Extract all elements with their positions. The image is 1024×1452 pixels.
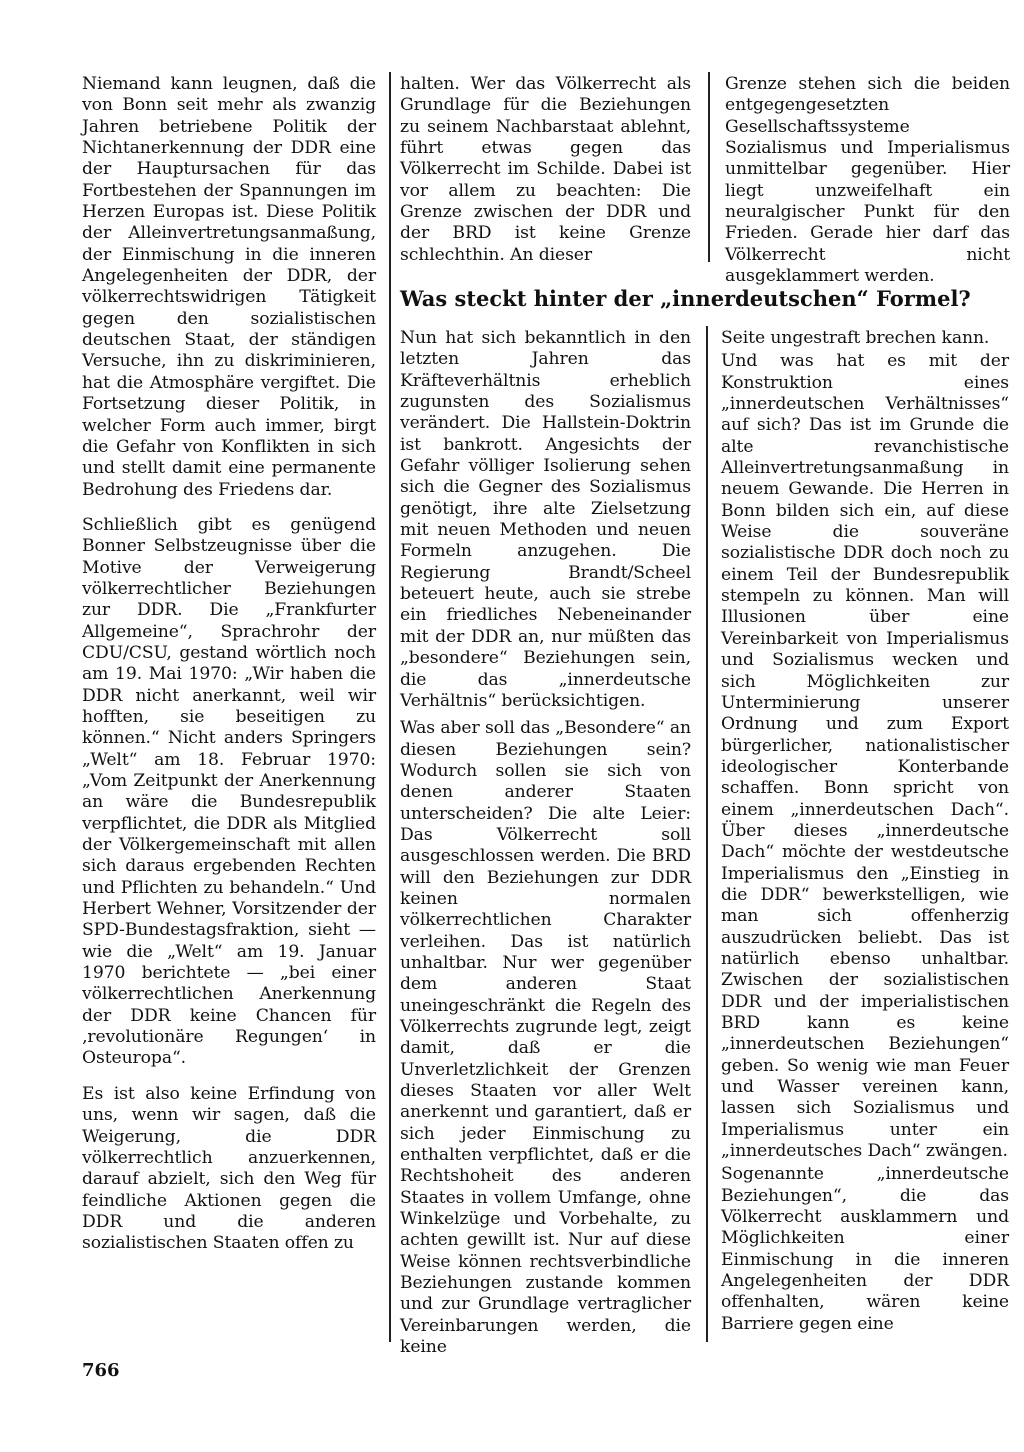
- section-heading: Was steckt hinter der „innerdeutschen“ Formel?: [400, 286, 971, 311]
- column-right-top: [725, 74, 1010, 287]
- column-right-bottom: [721, 328, 1009, 1335]
- column-divider: [708, 72, 710, 262]
- paragraph: Es ist also keine Erfindung von uns, wenn wir sagen, daß die Weigerung, die DDR völkerrechtlich anzuerkennen, darauf abzielt, sich den Weg für feindliche Aktionen gegen die DDR und die anderen sozialistischen Staaten offen zu: [82, 1083, 376, 1254]
- paragraph: Was aber soll das „Besondere“ an diesen Beziehungen sein? Wodurch sollen sie sich von denen anderer Staaten unterscheiden? Die alte Leier: Das Völkerrecht soll ausgeschlossen werden. Die BRD will den Beziehungen zur DDR keinen normalen völkerrechtlichen Charakter verleihen. Das ist natürlich unhaltbar. Nur wer gegenüber dem anderen Staat uneingeschränkt die Regeln des Völkerrechts zugrunde legt, zeigt damit, daß er die Unverletzlichkeit der Grenzen dieses Staaten vor aller Welt anerkennt und garantiert, daß er sich jeder Einmischung zu enthalten verpflichtet, daß er die Rechtshoheit des anderen Staates in vollem Umfange, ohne Winkelzüge und Vorbehalte, zu achten gewillt ist. Nur auf diese Weise können rechtsverbindliche Beziehungen zustande kommen und zur Grundlage vertraglicher Vereinbarungen werden, die keine: [400, 718, 691, 1358]
- paragraph: Und was hat es mit der Konstruktion eines „innerdeutschen Verhältnisses“ auf sich? Das ist im Grunde die alte revanchistische Alleinvertretungsanmaßung in neuem Gewande. Die Herren in Bonn bilden sich ein, auf diese Weise die souveräne sozialistische DDR doch noch zu einem Teil der Bundesrepublik stempeln zu können. Man will Illusionen über eine Vereinbarkeit von Imperialismus und Sozialismus wecken und sich Möglichkeiten zur Unterminierung unserer Ordnung und zum Export bürgerlicher, nationalistischer ideologischer Konterbande schaffen. Bonn spricht von einem „innerdeutschen Dach“. Über dieses „innerdeutsche Dach“ möchte der westdeutsche Imperialismus den „Einstieg in die DDR“ bewerkstelligen, wie man sich offenherzig auszudrücken beliebt. Das ist natürlich ebenso unhaltbar. Zwischen der sozialistischen DDR und der imperialistischen BRD kann es keine „innerdeutschen Beziehungen“ geben. So wenig wie man Feuer und Wasser vereinen kann, lassen sich Sozialismus und Imperialismus unter ein „innerdeutsches Dach“ zwängen.: [721, 351, 1009, 1162]
- paragraph: halten. Wer das Völkerrecht als Grundlage für die Beziehungen zu seinem Nachbarstaat ablehnt, führt etwas gegen das Völkerrecht im Schilde. Dabei ist vor allem zu beachten: Die Grenze zwischen der DDR und der BRD ist keine Grenze schlechthin. An dieser: [400, 74, 691, 265]
- paragraph: Schließlich gibt es genügend Bonner Selbstzeugnisse über die Motive der Verweigerung völkerrechtlicher Beziehungen zur DDR. Die „Frankfurter Allgemeine“, Sprachrohr der CDU/CSU, gestand wörtlich noch am 19. Mai 1970: „Wir haben die DDR nicht anerkannt, weil wir hofften, sie beseitigen zu können.“ Nicht anders Springers „Welt“ am 18. Februar 1970: „Vom Zeitpunkt der Anerkennung an wäre die Bundesrepublik verpflichtet, die DDR als Mitglied der Völkergemeinschaft mit allen sich daraus ergebenden Rechten und Pflichten zu behandeln.“ Und Herbert Wehner, Vorsitzender der SPD-Bundestagsfraktion, sieht — wie die „Welt“ am 19. Januar 1970 berichtete — „bei einer völkerrechtlichen Anerkennung der DDR keine Chancen für ‚revolutionäre Regungen‘ in Osteuropa“.: [82, 514, 376, 1069]
- paragraph: Seite ungestraft brechen kann.: [721, 328, 990, 348]
- column-middle-bottom: [400, 328, 691, 1359]
- column-left: [82, 74, 376, 1255]
- paragraph: Niemand kann leugnen, daß die von Bonn seit mehr als zwanzig Jahren betriebene Politik der Nichtanerkennung der DDR eine der Hauptursachen für das Fortbestehen der Spannungen im Herzen Europas ist. Diese Politik der Alleinvertretungsanmaßung, der Einmischung in die inneren Angelegenheiten der DDR, der völkerrechtswidrigen Tätigkeit gegen den sozialistischen deutschen Staat, der ständigen Versuche, ihn zu diskriminieren, hat die Atmosphäre vergiftet. Die Fortsetzung dieser Politik, in welcher Form auch immer, birgt die Gefahr von Konflikten in sich und stellt damit eine permanente Bedrohung des Friedens dar.: [82, 74, 376, 500]
- page-number: 766: [82, 1360, 120, 1381]
- paragraph: Nun hat sich bekanntlich in den letzten Jahren das Kräfteverhältnis erheblich zugunsten des Sozialismus verändert. Die Hallstein-Doktrin ist bankrott. Angesichts der Gefahr völliger Isolierung sehen sich die Gegner des Sozialismus genötigt, ihre alte Zielsetzung mit neuen Methoden und neuen Formeln anzugehen. Die Regierung Brandt/Scheel beteuert heute, auch sie strebe ein friedliches Nebeneinander mit der DDR an, nur müßten das „besondere“ Beziehungen sein, die das „innerdeutsche Verhältnis“ berücksichtigen.: [400, 328, 691, 711]
- paragraph: Grenze stehen sich die beiden entgegengesetzten Gesellschaftssysteme Sozialismus und Imperialismus unmittelbar gegenüber. Hier liegt unzweifelhaft ein neuralgischer Punkt für den Frieden. Gerade hier darf das Völkerrecht nicht ausgeklammert werden.: [725, 74, 1010, 287]
- column-middle-top: [400, 74, 691, 266]
- column-divider: [389, 72, 391, 1342]
- column-divider: [706, 326, 708, 1342]
- paragraph: Sogenannte „innerdeutsche Beziehungen“, die das Völkerrecht ausklammern und Möglichkeiten einer Einmischung in die inneren Angelegenheiten der DDR offenhalten, wären keine Barriere gegen eine: [721, 1164, 1009, 1334]
